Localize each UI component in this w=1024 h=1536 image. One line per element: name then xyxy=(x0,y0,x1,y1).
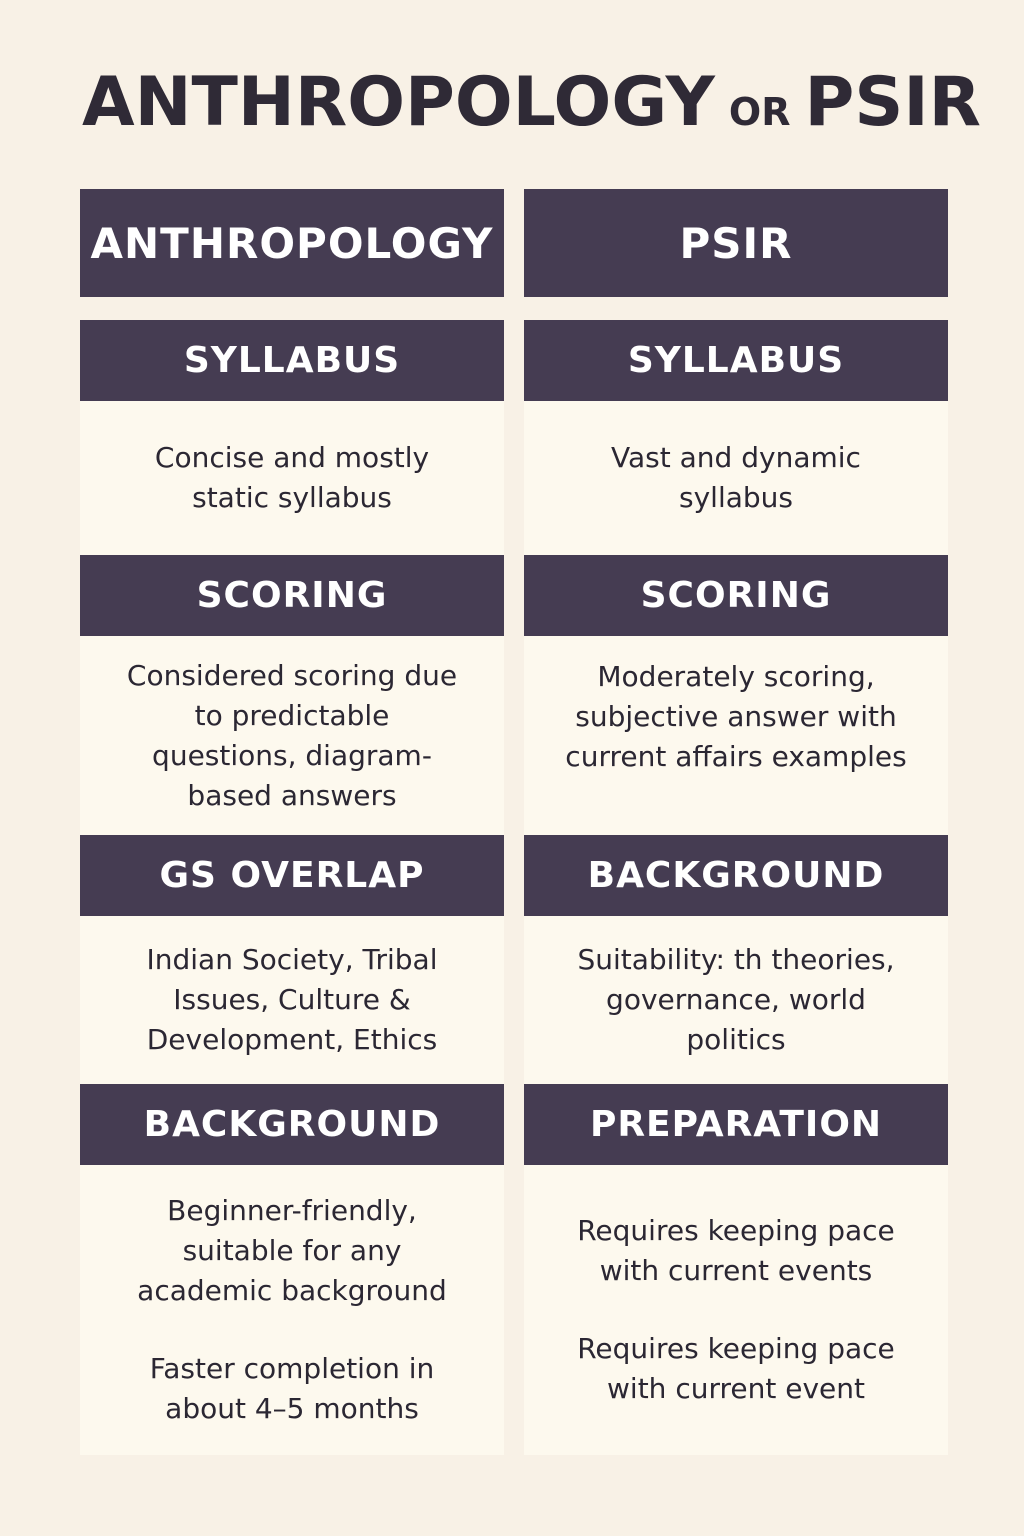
section-heading-syllabus: SYLLABUS xyxy=(80,320,504,401)
section-heading-gs-overlap: GS OVERLAP xyxy=(80,835,504,916)
section-text-scoring xyxy=(524,636,948,835)
section-text-preparation xyxy=(524,1165,948,1455)
section-paragraph: Suitability: th theories, governance, world politics xyxy=(577,943,895,1056)
section-heading-background: BACKGROUND xyxy=(524,835,948,916)
title-subject-left: ANTHROPOLOGY xyxy=(82,63,715,142)
section-paragraph: Beginner-friendly, suitable for any academic background xyxy=(137,1194,447,1307)
psir-column xyxy=(524,189,948,1455)
section-text-syllabus xyxy=(80,401,504,555)
section-paragraph: Vast and dynamic syllabus xyxy=(611,441,861,514)
divider xyxy=(524,297,948,320)
section-paragraph: Moderately scoring, subjective answer with current affairs examples xyxy=(565,659,907,773)
section-text-gs-overlap xyxy=(80,916,504,1084)
column-heading-psir: PSIR xyxy=(524,189,948,297)
section-text-background xyxy=(80,1165,504,1455)
section-text-background xyxy=(524,916,948,1084)
section-heading-scoring: SCORING xyxy=(80,555,504,636)
section-paragraph: Faster completion in about 4–5 months xyxy=(149,1352,435,1425)
section-heading-preparation: PREPARATION xyxy=(524,1084,948,1165)
section-paragraph: Concise and mostly static syllabus xyxy=(154,441,430,514)
section-heading-syllabus: SYLLABUS xyxy=(524,320,948,401)
page-title xyxy=(82,58,1012,148)
section-paragraph: Indian Society, Tribal Issues, Culture & Development, Ethics xyxy=(146,943,438,1056)
section-paragraph: Requires keeping pace with current events xyxy=(577,1214,895,1287)
title-connector: OR xyxy=(728,90,791,134)
column-heading-anthropology: ANTHROPOLOGY xyxy=(80,189,504,297)
section-text-scoring xyxy=(80,636,504,835)
section-heading-background: BACKGROUND xyxy=(80,1084,504,1165)
anthropology-column xyxy=(80,189,504,1455)
section-paragraph: Requires keeping pace with current event xyxy=(577,1332,895,1405)
section-heading-scoring: SCORING xyxy=(524,555,948,636)
divider xyxy=(80,297,504,320)
section-paragraph: Considered scoring due to predictable questions, diagram-based answers xyxy=(126,658,458,812)
title-subject-right: PSIR xyxy=(804,63,981,142)
section-text-syllabus xyxy=(524,401,948,555)
